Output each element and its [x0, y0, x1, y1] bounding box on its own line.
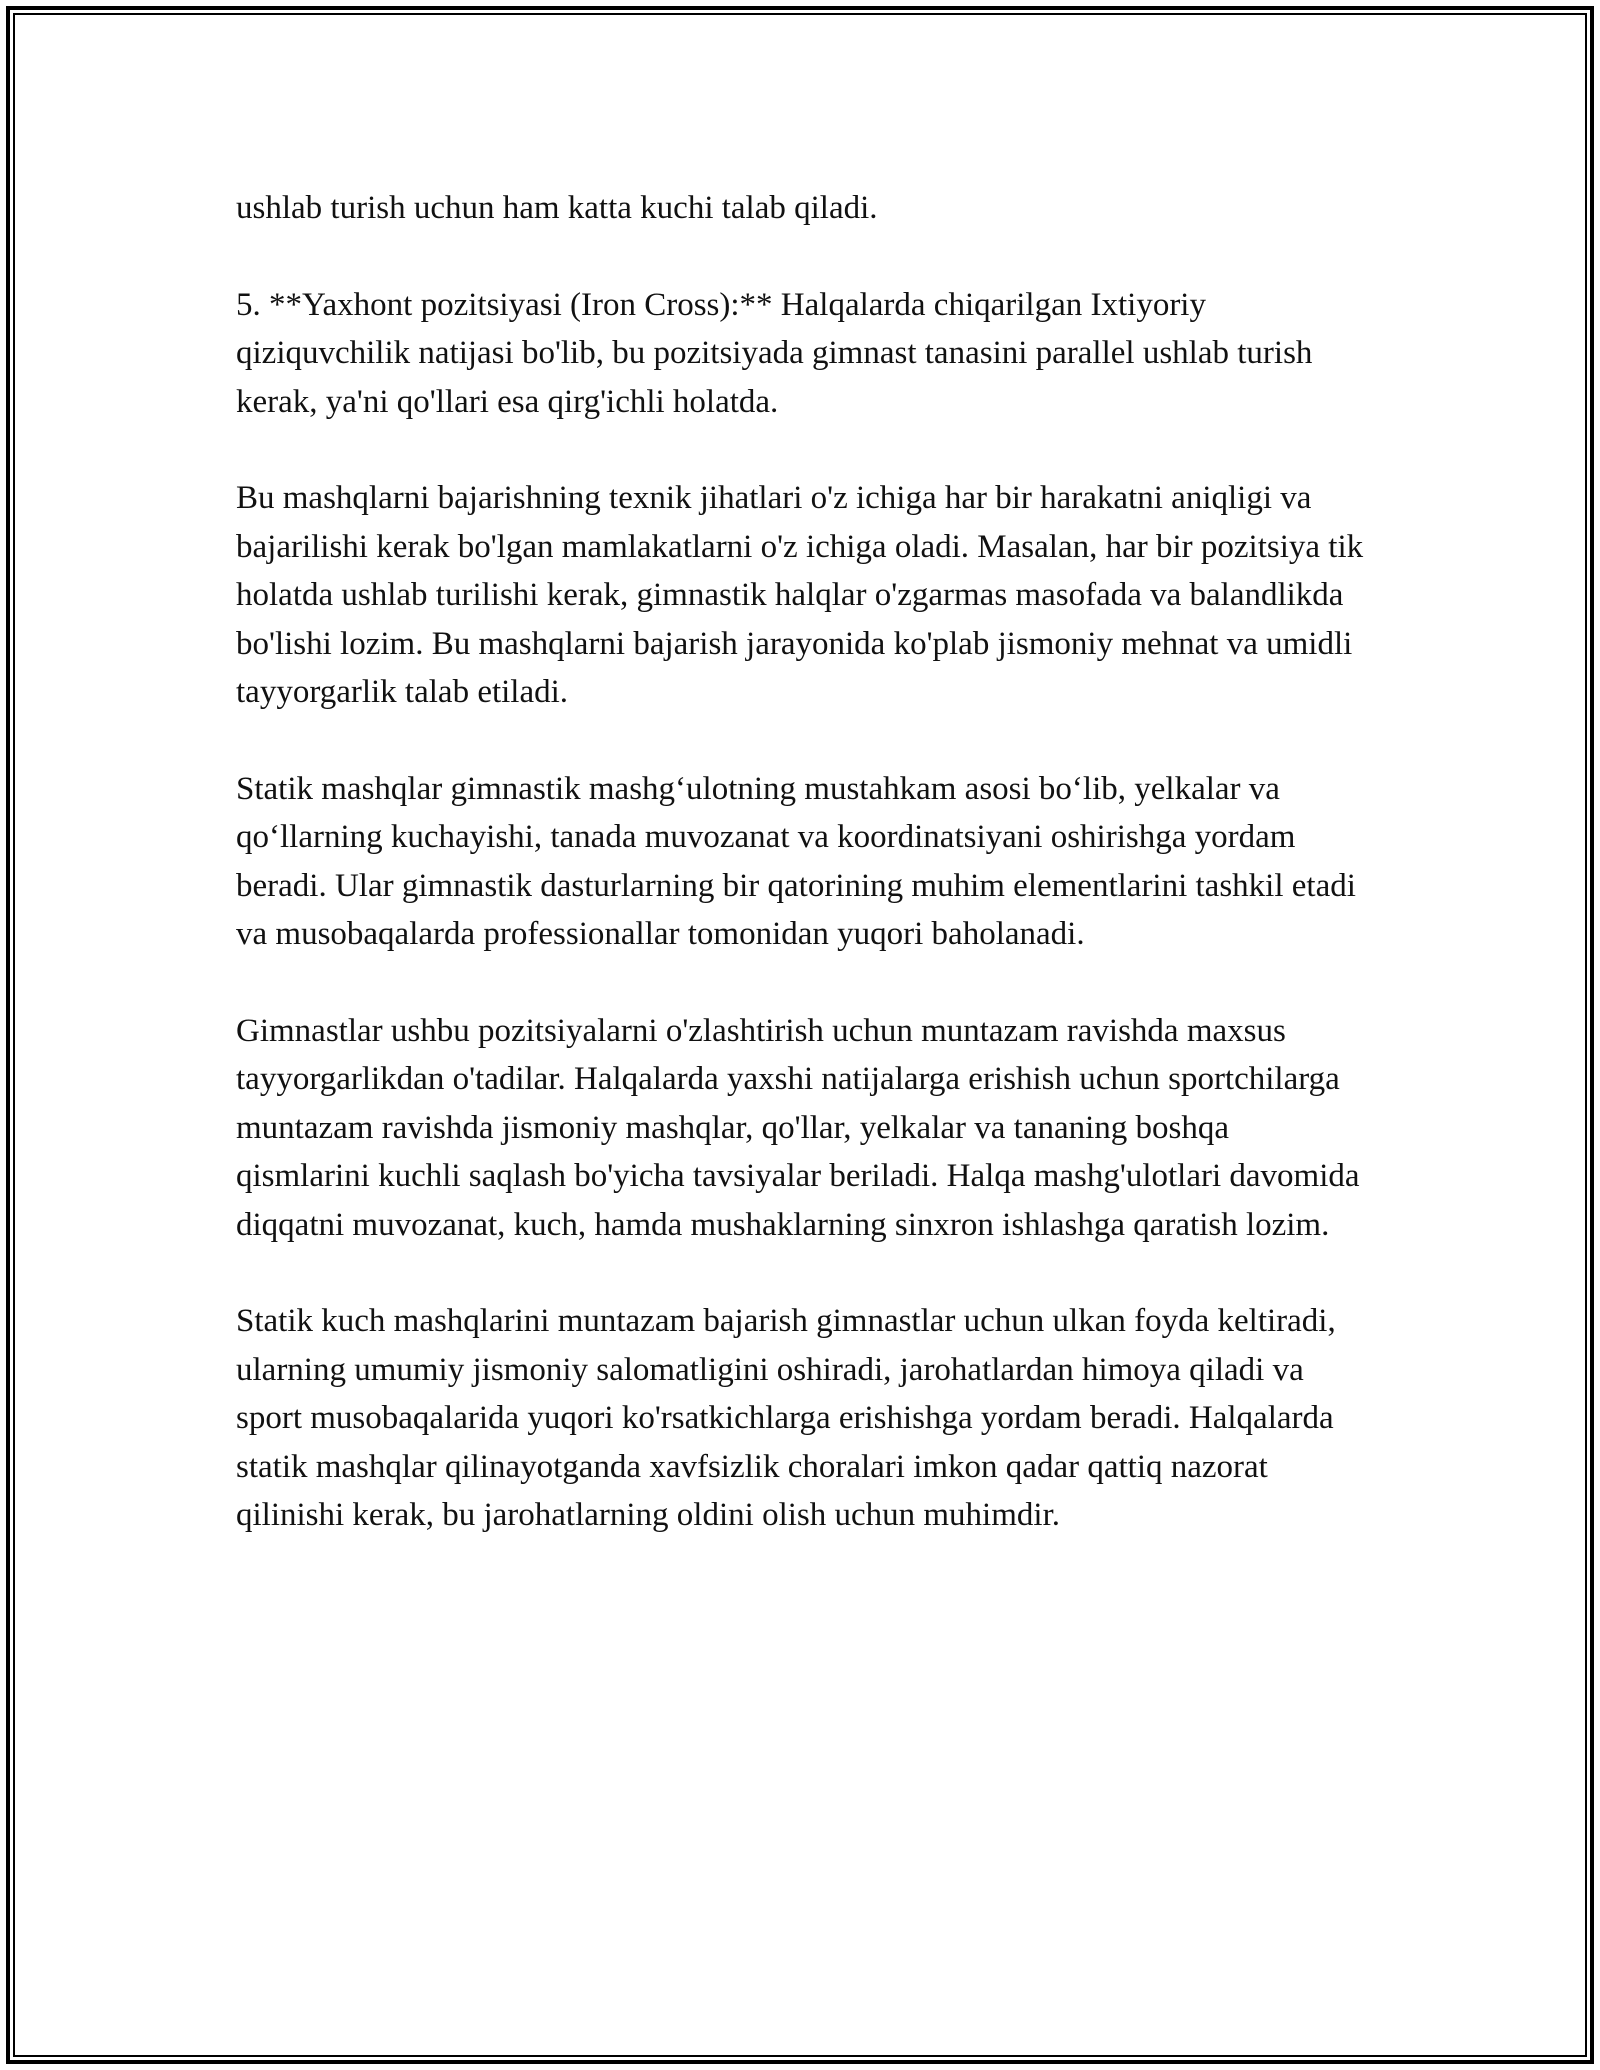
- paragraph-technical-aspects: Bu mashqlarni bajarishning texnik jihatlari o'z ichiga har bir harakatni aniqligi va bajarilishi kerak bo'lgan mamlakatlarni o'z ichiga oladi. Masalan, har bir pozitsiya tik holatda ushlab turilishi kerak, gimnastik halqlar o'zgarmas masofada va balandlikda bo'lishi lozim. Bu mashqlarni bajarish jarayonida ko'plab jismoniy mehnat va umidli tayyorgarlik talab etiladi.: [236, 480, 1364, 710]
- paragraph-static-exercises: Statik mashqlar gimnastik mashg‘ulotning mustahkam asosi bo‘lib, yelkalar va qo‘llarning kuchayishi, tanada muvozanat va koordinatsiyani oshirishga yordam beradi. Ular gimnastik dasturlarning bir qatorining muhim elementlarini tashkil etadi va musobaqalarda professionallar tomonidan yuqori baholanadi.: [236, 770, 1356, 952]
- paragraph-continuation: ushlab turish uchun ham katta kuchi talab qiladi.: [236, 190, 878, 226]
- paragraph-benefits: Statik kuch mashqlarini muntazam bajarish gimnastlar uchun ulkan foyda keltiradi, ularning umumiy jismoniy salomatligini oshiradi, jarohatlardan himoya qiladi va sport musobaqalarida yuqori ko'rsatkichlarga erishishga yordam beradi. Halqalarda statik mashqlar qilinayotganda xavfsizlik choralari imkon qadar qattiq nazorat qilinishi kerak, bu jarohatlarning oldini olish uchun muhimdir.: [236, 1303, 1336, 1533]
- paragraph-iron-cross: 5. **Yaxhont pozitsiyasi (Iron Cross):** Halqalarda chiqarilgan Ixtiyoriy qiziquvchilik natijasi bo'lib, bu pozitsiyada gimnast tanasini parallel ushlab turish kerak, ya'ni qo'llari esa qirg'ichli holatda.: [236, 286, 1313, 420]
- document-body: [236, 184, 1366, 1540]
- paragraph-training: Gimnastlar ushbu pozitsiyalarni o'zlashtirish uchun muntazam ravishda maxsus tayyorgarlikdan o'tadilar. Halqalarda yaxshi natijalarga erishish uchun sportchilarga muntazam ravishda jismoniy mashqlar, qo'llar, yelkalar va tananing boshqa qismlarini kuchli saqlash bo'yicha tavsiyalar beriladi. Halqa mashg'ulotlari davomida diqqatni muvozanat, kuch, hamda mushaklarning sinxron ishlashga qaratish lozim.: [236, 1012, 1360, 1243]
